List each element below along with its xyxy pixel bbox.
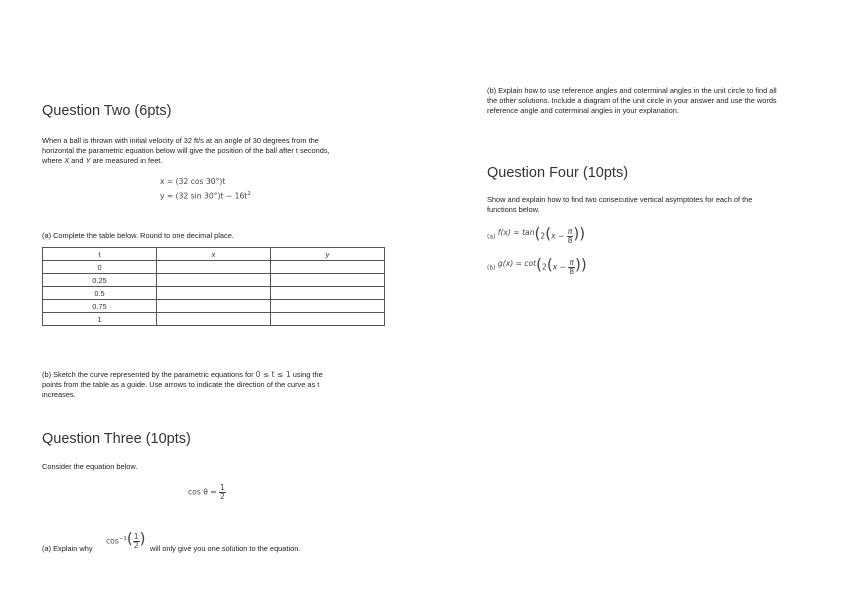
x-input-cell[interactable] xyxy=(157,300,271,313)
table-header-row xyxy=(43,248,385,261)
t-cell: 0 xyxy=(43,261,157,274)
question-four-title: Question Four (10pts) xyxy=(487,165,629,181)
table-row xyxy=(43,313,385,326)
part-a-explain: (a) Explain why xyxy=(42,544,93,553)
question-three-title: Question Three (10pts) xyxy=(42,431,191,447)
close-paren: )) xyxy=(575,255,587,274)
numerator: 1 xyxy=(220,483,225,492)
t-cell: 0.75 xyxy=(43,300,157,313)
y-input-cell[interactable] xyxy=(271,274,385,287)
part-b-line xyxy=(42,370,402,380)
open-paren: ( xyxy=(545,224,552,243)
intro-line: When a ball is thrown with initial velocity of 32 ft/s at an angle of 30 degrees from the xyxy=(42,136,319,145)
function-b xyxy=(487,255,587,276)
intro-line: Show and explain how to find two consecutive vertical asymptotes for each of the xyxy=(487,195,753,204)
fraction-one-half xyxy=(219,484,226,501)
table-row xyxy=(43,300,385,313)
part-b-line: points from the table as a guide. Use arrows to indicate the direction of the curve as t xyxy=(42,380,320,389)
question-three-intro: Consider the equation below. xyxy=(42,462,138,471)
part-b-line: (b) Explain how to use reference angles and coterminal angles in the unit circle to find all xyxy=(487,86,777,95)
equation-y xyxy=(160,191,251,201)
table-row xyxy=(43,287,385,300)
y-input-cell[interactable] xyxy=(271,313,385,326)
inverse-cos-func: cos xyxy=(106,536,119,546)
y-input-cell[interactable] xyxy=(271,300,385,313)
open-paren: ( xyxy=(534,224,541,243)
equation-x: x = (32 cos 30°)t xyxy=(160,177,226,186)
t-cell: 0.25 xyxy=(43,274,157,287)
open-paren: ( xyxy=(126,529,133,548)
part-b-text: using the xyxy=(290,370,323,379)
var-y: Y xyxy=(85,156,91,165)
part-b-range: 0 ≤ t ≤ 1 xyxy=(255,370,291,379)
y-input-cell[interactable] xyxy=(271,261,385,274)
variable: x − xyxy=(552,262,566,272)
intro-text: are measured in feet. xyxy=(90,156,163,165)
part-a-rest: will only give you one solution to the equation. xyxy=(150,544,301,553)
part-b-line: increases. xyxy=(42,390,76,399)
fraction-one-half xyxy=(133,533,140,550)
part-b-text: (b) Sketch the curve represented by the parametric equations for xyxy=(42,370,256,379)
inverse-cos-expression xyxy=(106,529,146,550)
t-cell: 0.5 xyxy=(43,287,157,300)
numerator: π xyxy=(567,227,573,236)
denominator: 2 xyxy=(133,541,139,550)
header-y: y xyxy=(271,248,385,261)
numerator: π xyxy=(569,258,574,267)
equation-y-main: y = (32 sin 30°)t − 16t xyxy=(160,191,248,201)
function-b-name: g(x) = cot xyxy=(497,258,537,268)
question-two-title: Question Two (6pts) xyxy=(42,103,172,119)
coefficient: 2 xyxy=(542,262,547,272)
part-b-label: (b) xyxy=(487,264,496,272)
part-a-instruction: (a) Complete the table below. Round to one decimal place. xyxy=(42,231,234,240)
x-input-cell[interactable] xyxy=(157,261,271,274)
intro-text: where xyxy=(42,156,65,165)
equation-y-exponent: 2 xyxy=(247,191,251,197)
denominator: 2 xyxy=(220,492,225,501)
table-row xyxy=(43,274,385,287)
intro-line xyxy=(42,156,402,166)
close-paren: )) xyxy=(573,224,586,243)
numerator: 1 xyxy=(133,532,139,541)
variable: x − xyxy=(551,231,565,241)
question-three-part-b xyxy=(487,86,832,116)
header-t: t xyxy=(43,248,157,261)
function-a-name: f(x) = tan xyxy=(497,227,535,237)
part-b-line: reference angle and coterminal angles in your explanation. xyxy=(487,106,679,115)
question-two-intro xyxy=(42,136,402,166)
open-paren: ( xyxy=(536,255,543,274)
x-input-cell[interactable] xyxy=(157,274,271,287)
equation-lhs: cos θ = xyxy=(188,487,217,497)
fraction-pi-over-8 xyxy=(568,259,575,276)
part-b-line: the other solutions. Include a diagram of the unit circle in your answer and use the words xyxy=(487,96,777,105)
intro-line: horizontal the parametric equation below will give the position of the ball after t seconds, xyxy=(42,146,330,155)
x-input-cell[interactable] xyxy=(157,287,271,300)
coefficient: 2 xyxy=(540,231,546,241)
table-row xyxy=(43,261,385,274)
t-cell: 1 xyxy=(43,313,157,326)
var-x: X xyxy=(64,156,70,165)
cos-theta-equation xyxy=(188,484,226,501)
y-input-cell[interactable] xyxy=(271,287,385,300)
open-paren: ( xyxy=(546,255,553,274)
close-paren: ) xyxy=(139,529,146,548)
part-b-instruction xyxy=(42,370,402,400)
function-a xyxy=(487,224,586,245)
question-four-intro xyxy=(487,195,827,215)
part-a-label: (a) xyxy=(487,233,496,241)
intro-line: functions below. xyxy=(487,205,540,214)
intro-text: and xyxy=(69,156,86,165)
inverse-exponent: −1 xyxy=(118,535,127,542)
x-input-cell[interactable] xyxy=(157,313,271,326)
header-x: x xyxy=(157,248,271,261)
denominator: 8 xyxy=(569,267,575,276)
denominator: 8 xyxy=(567,236,573,245)
values-table xyxy=(42,247,385,326)
